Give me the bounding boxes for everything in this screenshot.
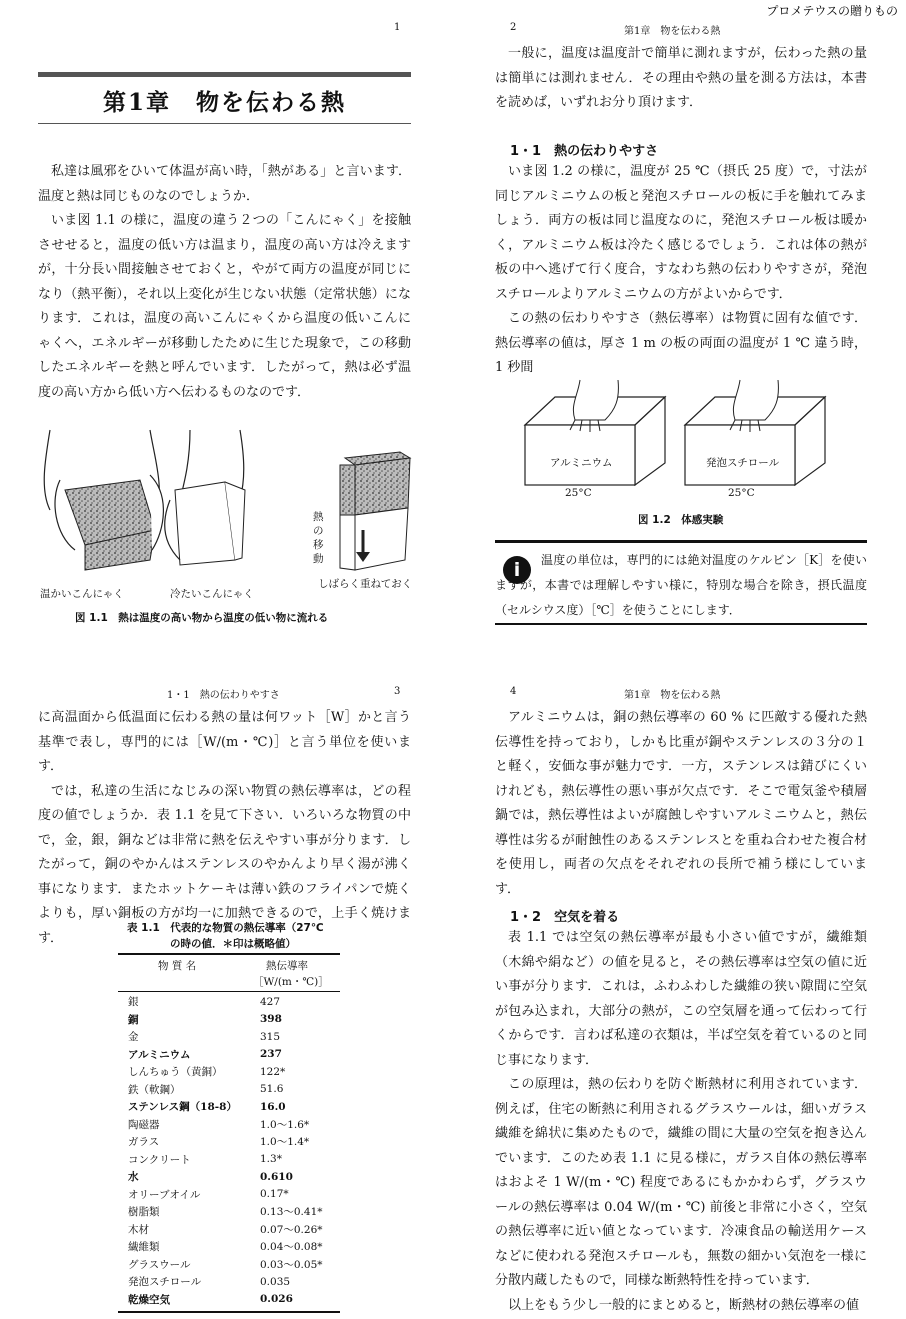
table-cell-conductivity: 0.07～0.26*: [260, 1223, 323, 1236]
paragraph: では，私達の生活になじみの深い物質の熱伝導率は，どの程度の値でしょうか．表 1.1 を見て下さい．いろいろな物質の中で，金，銀，銅などは非常に熱を伝えやすい事が分ります．したがって，銅のやかんはステンレスのやかんより早く湯が沸く事になります．またホットケーキは薄い鉄のフライパンで焼くよりも，厚い銅板の方が均一に加熱できるので，上手く焼けます．: [38, 783, 411, 946]
table-cell-material: ガラス: [128, 1136, 160, 1149]
table-cell-material: 銀: [128, 996, 139, 1009]
running-head: 第1章 物を伝わる熱: [624, 690, 721, 701]
table-caption-line2: の時の値．＊印は概略値）: [170, 938, 296, 950]
temp-label: 25°C: [728, 487, 755, 499]
running-head: 第1章 物を伝わる熱: [624, 26, 721, 37]
heat-move-label: 熱の移動: [313, 511, 324, 565]
chapter-title: 第1章 物を伝わる熱: [102, 89, 346, 116]
figure-caption: 図 1.1 熱は温度の高い物から温度の低い物に流れる: [75, 612, 329, 624]
table-cell-material: 発泡スチロール: [128, 1276, 202, 1289]
table-cell-conductivity: 237: [260, 1048, 282, 1061]
table-top-rule: [118, 953, 340, 955]
table-row: [118, 1028, 340, 1046]
page2-body: [495, 160, 867, 381]
table-cell-conductivity: 0.035: [260, 1275, 291, 1288]
table-cell-conductivity: 0.610: [260, 1170, 293, 1183]
table-cell-conductivity: 315: [260, 1030, 281, 1043]
table-cell-material: 水: [128, 1171, 139, 1184]
table-cell-material: 銅: [128, 1013, 139, 1026]
table-row: [118, 1081, 340, 1099]
table-row: [118, 1203, 340, 1221]
figure-caption: 図 1.2 体感実験: [638, 514, 724, 526]
table-cell-material: 繊維類: [128, 1241, 160, 1254]
table-row: [118, 1116, 340, 1134]
temp-label: 25°C: [565, 487, 592, 499]
stack-label: しばらく重ねておく: [318, 578, 413, 590]
table-header-rule: [118, 991, 340, 992]
table-row: [118, 1273, 340, 1291]
table-cell-conductivity: 0.13～0.41*: [260, 1206, 323, 1219]
note-top-rule: [495, 540, 867, 543]
running-head: 1・1 熱の伝わりやすさ: [167, 690, 280, 701]
section-title: 1・2 空気を着る: [510, 910, 620, 925]
aluminum-label: アルミニウム: [550, 457, 613, 469]
table-row: [118, 993, 340, 1011]
page4-body: [495, 926, 867, 1318]
table-cell-conductivity: 122*: [260, 1065, 286, 1078]
table-cell-conductivity: 1.0～1.4*: [260, 1136, 310, 1149]
table-cell-conductivity: 1.3*: [260, 1153, 282, 1166]
table-cell-material: 木材: [128, 1223, 149, 1236]
table-cell-material: 乾燥空気: [128, 1293, 170, 1306]
paragraph: 一般に，温度は温度計で簡単に測れますが，伝わった熱の量は簡単には測れません．その理由や熱の量を測る方法は，本書を読めば，いずれお分り頂けます．: [495, 46, 867, 110]
table-cell-material: オリーブオイル: [128, 1188, 201, 1201]
paragraph: 表 1.1 では空気の熱伝導率が最も小さい値ですが，繊維類（木綿や絹など）の値を見ると，その熱伝導率は空気の値に近い事が分ります．これは，ふわふわした繊維の狭い隙間に空気が包み込まれ，大部分の熱が，この空気層を通って伝わって行くからです．言わば私達の衣類は，半ば空気を着ているのと同じ事になります．: [495, 930, 867, 1068]
table-header-unit: ［W/(m・℃)］: [253, 976, 329, 988]
table-cell-material: 陶磁器: [128, 1118, 160, 1131]
page-number: 1: [394, 22, 401, 33]
table-row: [118, 1046, 340, 1064]
cold-konnyaku-illustration: [165, 430, 245, 565]
styrofoam-label: 発泡スチロール: [706, 457, 780, 469]
table-cell-conductivity: 398: [260, 1013, 282, 1026]
table-row: [118, 1186, 340, 1204]
page3-body: [38, 706, 411, 951]
note-bottom-rule: [495, 623, 867, 625]
paragraph: いま図 1.2 の様に，温度が 25 ℃（摂氏 25 度）で，寸法が同じアルミニウムの板と発泡スチロールの板に手を触れてみましょう．両方の板は同じ温度なのに，発泡スチロール板は暖かく，アルミニウム板は冷たく感じるでしょう．これは体の熱が板の中へ逃げて行く度合，すなわち熱の伝わりやすさが，発泡スチロールよりアルミニウムの方がよいからです．: [495, 164, 867, 302]
figure-1-1: [30, 420, 420, 595]
figure-1-2: [520, 375, 850, 490]
page1-body: [38, 160, 411, 405]
table-row: [118, 1168, 340, 1186]
cold-konnyaku-label: 冷たいこんにゃく: [170, 588, 254, 600]
stacked-konnyaku-illustration: [340, 452, 410, 570]
thermal-conductivity-table: [118, 993, 340, 1308]
table-row: [118, 1133, 340, 1151]
paragraph: アルミニウムは，銅の熱伝導率の 60 % に匹敵する優れた熱伝導性を持っており，しかも比重が銅やステンレスの３分の１と軽く，安価な事が魅力です．一方，ステンレスは錆びにくいけれども，熱伝導性の悪い事が欠点です．そこで電気釜や積層鍋では，熱伝導性はよいが腐蝕しやすいアルミニウムと，熱伝導性は劣るが耐蝕性のあるステンレスとを重ね合わせた複合材を使用し，両者の欠点をそれぞれの長所で補う様にしています．: [495, 710, 867, 897]
table-header-value: 熱伝導率: [266, 960, 308, 972]
table-cell-material: コンクリート: [128, 1153, 191, 1166]
table-cell-material: アルミニウム: [128, 1048, 191, 1061]
section-title: 1・1 熱の伝わりやすさ: [510, 144, 659, 159]
info-icon: i: [503, 556, 531, 584]
table-bottom-rule: [118, 1311, 340, 1313]
table-cell-material: グラスウール: [128, 1258, 191, 1271]
table-row: [118, 1221, 340, 1239]
table-cell-material: 金: [128, 1031, 139, 1044]
page-number: 3: [394, 686, 401, 697]
warm-konnyaku-illustration: [44, 430, 163, 570]
paragraph: この熱の伝わりやすさ（熱伝導率）は物質に固有な値です．熱伝導率の値は，厚さ 1 m の板の両面の温度が 1 ℃ 違う時，1 秒間: [495, 311, 867, 375]
table-row: [118, 1151, 340, 1169]
table-cell-material: 樹脂類: [128, 1206, 160, 1219]
paragraph: 以上をもう少し一般的にまとめると，断熱材の熱伝導率の値: [508, 1297, 860, 1313]
table-cell-conductivity: 0.03～0.05*: [260, 1258, 323, 1271]
page-number: 2: [510, 22, 517, 33]
table-row: [118, 1011, 340, 1029]
paragraph: に高温面から低温面に伝わる熱の量は何ワット［W］かと言う基準で表し，専門的には［W/(m・℃)］と言う単位を使います．: [38, 710, 411, 774]
table-row: [118, 1238, 340, 1256]
warm-konnyaku-label: 温かいこんにゃく: [40, 588, 124, 600]
table-cell-material: しんちゅう（黄銅）: [128, 1066, 223, 1079]
table-row: [118, 1256, 340, 1274]
table-cell-material: ステンレス鋼（18-8）: [128, 1101, 237, 1114]
page-number: 4: [510, 686, 517, 697]
table-cell-conductivity: 427: [260, 995, 281, 1008]
paragraph: この原理は，熱の伝わりを防ぐ断熱材に利用されています．例えば，住宅の断熱に利用されるグラスウールは，細いガラス繊維を綿状に集めたもので，繊維の間に大量の空気を抱き込んでいます．このため表 1.1 に見る様に，ガラス自体の熱伝導率はおよそ 1 W/(m・℃) 程度であるにもかかわらず，グラスウールの熱伝導率は 0.04 W/(m・℃) 前後と非常に小さく，空気の熱伝導率に近い値となっています．冷凍食品の輸送用ケースなどに使われる発泡スチロールも，無数の細かい気泡を一様に分散内蔵したもので，同様な断熱特性を持っています．: [495, 1077, 867, 1288]
table-cell-material: 鉄（軟鋼）: [128, 1083, 181, 1096]
table-cell-conductivity: 0.04～0.08*: [260, 1241, 323, 1254]
info-note: 温度の単位は，専門的には絶対温度のケルビン［K］を使いますが，本書では理解しやすい様に，特別な場合を除き，摂氏温度（セルシウス度）［℃］を使うことにします．: [495, 553, 867, 617]
table-caption: 表 1.1 代表的な物質の熱伝導率（27℃: [127, 922, 324, 934]
table-header-name: 物 質 名: [158, 960, 197, 972]
table-cell-conductivity: 1.0～1.6*: [260, 1118, 310, 1131]
brand-title: プロメテウスの贈りもの: [766, 4, 898, 18]
paragraph: いま図 1.1 の様に，温度の違う２つの「こんにゃく」を接触させせると，温度の低い方は温まり，温度の高い方は冷えますが，十分長い間接触させておくと，やがて両方の温度が同じになり（熱平衡），それ以上変化が生じない状態（定常状態）になります．これは，温度の高いこんにゃくから温度の低いこんにゃくへ，エネルギーが移動したために生じた現象で，この移動したエネルギーを熱と呼んでいます．したがって，熱は必ず温度の高い方から低い方へ伝わるものなのです．: [38, 213, 411, 400]
table-cell-conductivity: 16.0: [260, 1100, 286, 1113]
paragraph: 私達は風邪をひいて体温が高い時，「熱がある」と言います．温度と熱は同じものなのでしょうか．: [38, 164, 411, 204]
table-row: [118, 1063, 340, 1081]
chapter-title-rule: [38, 72, 411, 77]
table-row: [118, 1098, 340, 1116]
table-cell-conductivity: 0.026: [260, 1293, 293, 1306]
table-cell-conductivity: 51.6: [260, 1083, 284, 1096]
table-cell-conductivity: 0.17*: [260, 1188, 289, 1201]
table-row: [118, 1291, 340, 1309]
chapter-title-underline: [38, 123, 411, 124]
